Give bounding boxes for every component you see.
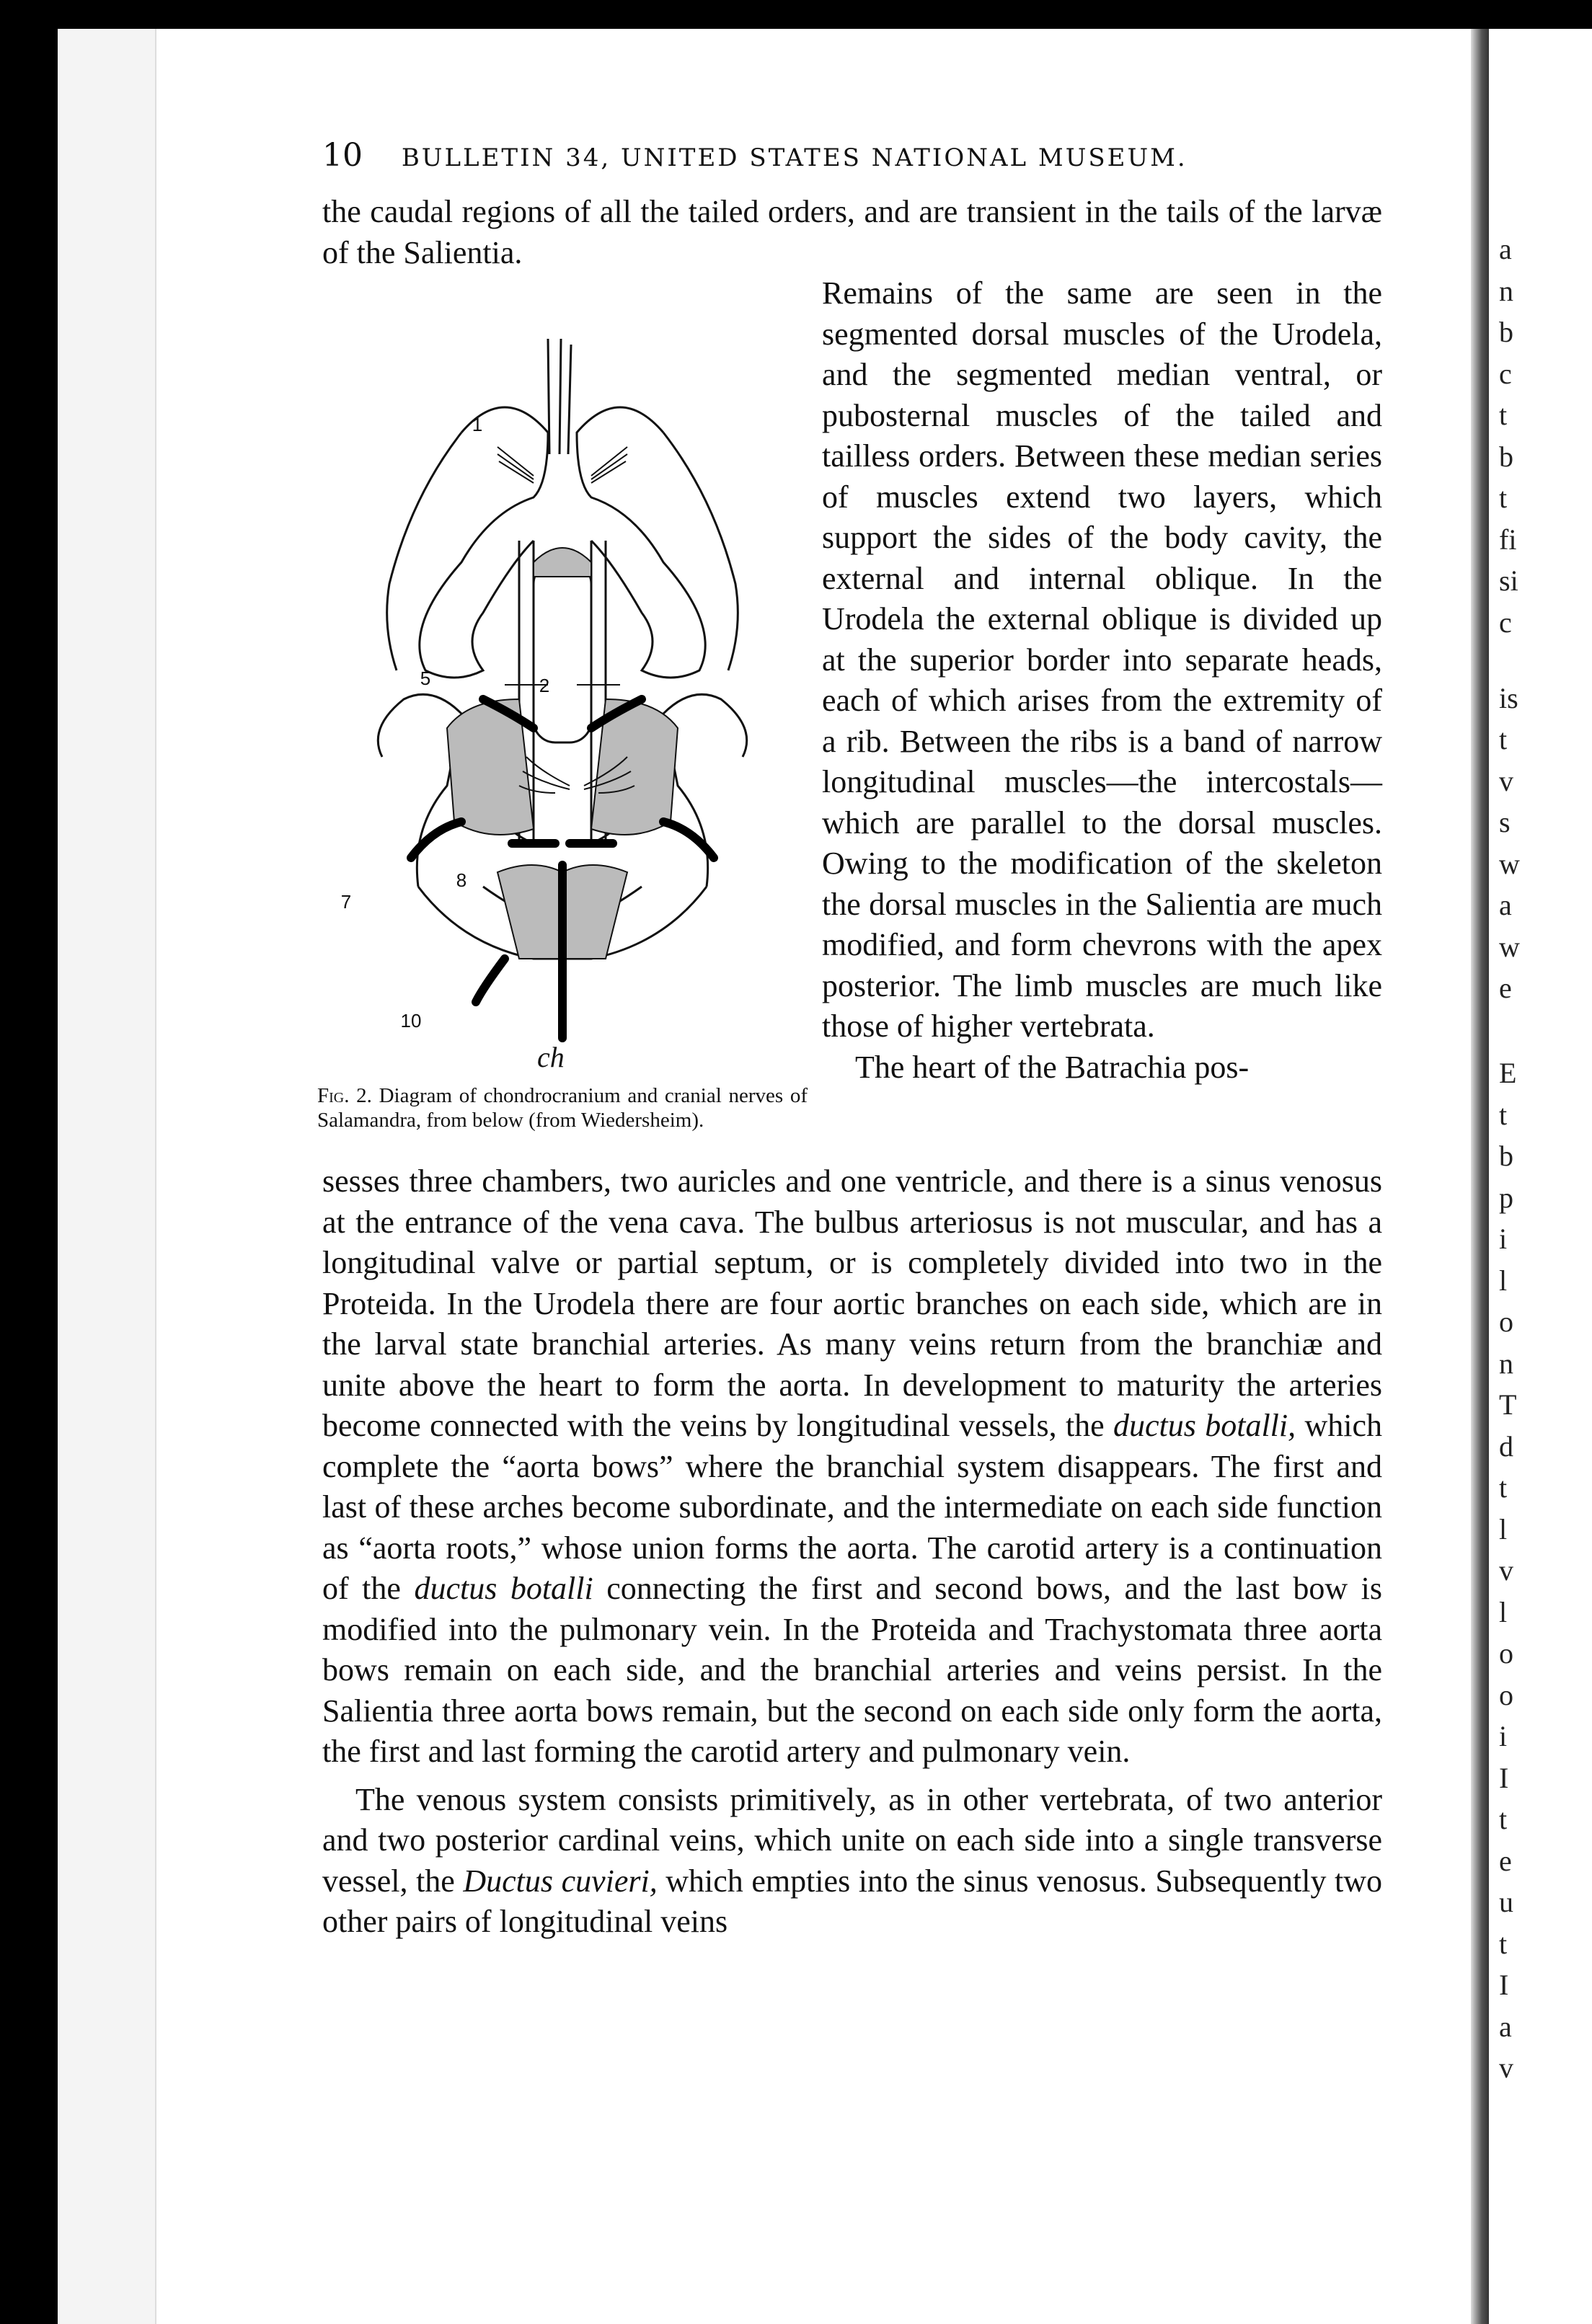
page-left-margin (58, 29, 156, 2324)
next-page-fragment: I (1499, 1969, 1509, 2001)
next-page-fragment: fi (1499, 523, 1517, 556)
next-page-fragment: t (1499, 1099, 1508, 1131)
paragraph-top: the caudal regions of all the tailed orders, and are transient in the tails of the larvæ of the Salientia. (322, 194, 1382, 270)
next-page-fragment: o (1499, 1679, 1513, 1711)
next-page-fragment: u (1499, 1886, 1513, 1918)
next-page-fragment: is (1499, 682, 1518, 714)
venous-text-2: which empties into the sinus venosus. Subsequently two other pairs of longitudinal veins (322, 1863, 1383, 1939)
next-page-fragment: o (1499, 1305, 1513, 1338)
next-page-fragment: l (1499, 1513, 1508, 1545)
running-header (322, 137, 1382, 174)
heart-text-3: connecting the first and second bows, and the last bow is modified into the pulmonary vein. In the Proteida and Trachystomata three aorta bows remain on each side, and the branchial arteries and veins persist. In the Salientia three aorta bows remain, but the second on each side only form the aorta, the first and last forming the carotid artery and pulmonary vein. (322, 1571, 1383, 1769)
heart-text-2: which complete the “aorta bows” where the branchial system disappears. The first and last of these arches become subordinate, and the intermediate on each side function as “aorta roots,” whose union forms the aorta. The carotid artery is a continuation of the (322, 1408, 1382, 1606)
next-page-fragment: v (1499, 1554, 1513, 1587)
ductus-cuvieri-term: Ductus cuvieri, (463, 1863, 658, 1899)
venous-text-1: The venous system consists primitively, as in other vertebrata, of two anterior and two posterior cardinal veins, which unite on each side into a single transverse vessel, the (322, 1781, 1382, 1899)
next-page-fragment: t (1499, 1803, 1508, 1835)
heart-text-1: sesses three chambers, two auricles and one ventricle, and there is a sinus venosus at the entrance of the vena cava. The bulbus arteriosus is not muscular, and has a longitudinal valve or partial septum, or is completely divided into two in the Proteida. In the Urodela there are four aortic branches on each side, which are in the larval state branchial arteries. As many veins return from the branchiæ and unite above the heart to form the aorta. In development to maturity the arteries become connected with the veins by longitudinal vessels, the (322, 1163, 1382, 1443)
figure-label-5: 5 (420, 668, 431, 689)
figure-label-10: 10 (400, 1010, 422, 1032)
paragraph-heart (322, 1161, 1382, 1773)
ductus-botalli-term: ductus botalli, (1113, 1408, 1296, 1443)
next-page-edge (1489, 29, 1592, 2324)
next-page-fragment: p (1499, 1181, 1513, 1214)
next-page-fragment: b (1499, 316, 1513, 348)
next-page-fragment: v (1499, 765, 1513, 797)
page-number: 10 (322, 137, 363, 174)
next-page-fragment: n (1499, 275, 1513, 307)
next-page-fragment: a (1499, 889, 1512, 921)
next-page-fragment: a (1499, 233, 1512, 265)
figure-label-ch: ch (537, 1041, 565, 1073)
next-page-fragment: l (1499, 1264, 1508, 1297)
next-page-fragment: l (1499, 1596, 1508, 1628)
paragraph-muscles: Remains of the same are seen in the segmented dorsal muscles of the Urodela, and the segmented median ventral, or pubosternal muscles of the tailed and tailless orders. Between these median series of muscles extend two layers, which support the sides of the body cavity, the external and internal oblique. In the Urodela the external oblique is divided up at the superior border into separate heads, each of which arises from the extremity of a rib. Between the ribs is a band of narrow longitudinal muscles—the intercostals—which are parallel to the dorsal muscles. Owing to the modification of the skeleton the dorsal muscles in the Salientia are much modified, and form chevrons with the apex posterior. The limb muscles are much like those of higher vertebrata. (822, 275, 1382, 1044)
next-page-fragment: o (1499, 1637, 1513, 1669)
next-page-fragment: v (1499, 2052, 1513, 2084)
next-page-fragment: c (1499, 358, 1512, 390)
next-page-fragment: t (1499, 1471, 1508, 1504)
next-page-fragment: w (1499, 848, 1520, 880)
next-page-fragment: i (1499, 1223, 1508, 1255)
next-page-fragment: t (1499, 723, 1508, 755)
figure-caption (317, 1083, 808, 1132)
next-page-fragment: w (1499, 931, 1520, 963)
paragraph-venous (322, 1780, 1382, 1943)
next-page-fragment: d (1499, 1430, 1513, 1463)
next-page-fragment: t (1499, 399, 1508, 431)
next-page-fragment: e (1499, 972, 1512, 1004)
caption-text: Diagram of chondrocranium and cranial nerves of Salamandra, from below (from Wiedersheim). (317, 1084, 808, 1132)
text-bottom-full-width (322, 1161, 1382, 1943)
next-page-fragment: t (1499, 1928, 1508, 1960)
next-page-fragment: I (1499, 1762, 1509, 1794)
next-page-fragment: i (1499, 1720, 1508, 1752)
text-right-column (822, 273, 1382, 1088)
figure-label-1: 1 (472, 414, 483, 435)
next-page-fragment: si (1499, 564, 1518, 597)
next-page-fragment: E (1499, 1057, 1517, 1089)
figure-chondrocranium-diagram (317, 324, 808, 1074)
text-top-full-width (322, 192, 1382, 273)
paragraph-heart-start: The heart of the Batrachia pos- (855, 1049, 1250, 1085)
next-page-fragment: a (1499, 2010, 1512, 2043)
next-page-fragment: t (1499, 482, 1508, 514)
ductus-botalli-term-2: ductus botalli (414, 1571, 593, 1606)
running-title: BULLETIN 34, UNITED STATES NATIONAL MUSEUM. (401, 143, 1188, 172)
caption-label: Fig. 2. (317, 1084, 372, 1107)
figure-label-2: 2 (539, 675, 550, 696)
figure-label-8: 8 (456, 869, 467, 891)
next-page-fragment: b (1499, 440, 1513, 473)
next-page-fragment: e (1499, 1845, 1512, 1877)
next-page-fragment: c (1499, 606, 1512, 639)
next-page-fragment: s (1499, 806, 1511, 838)
next-page-fragment: T (1499, 1388, 1517, 1421)
next-page-fragment: n (1499, 1347, 1513, 1380)
next-page-fragment: b (1499, 1140, 1513, 1172)
figure-label-7: 7 (340, 891, 352, 913)
